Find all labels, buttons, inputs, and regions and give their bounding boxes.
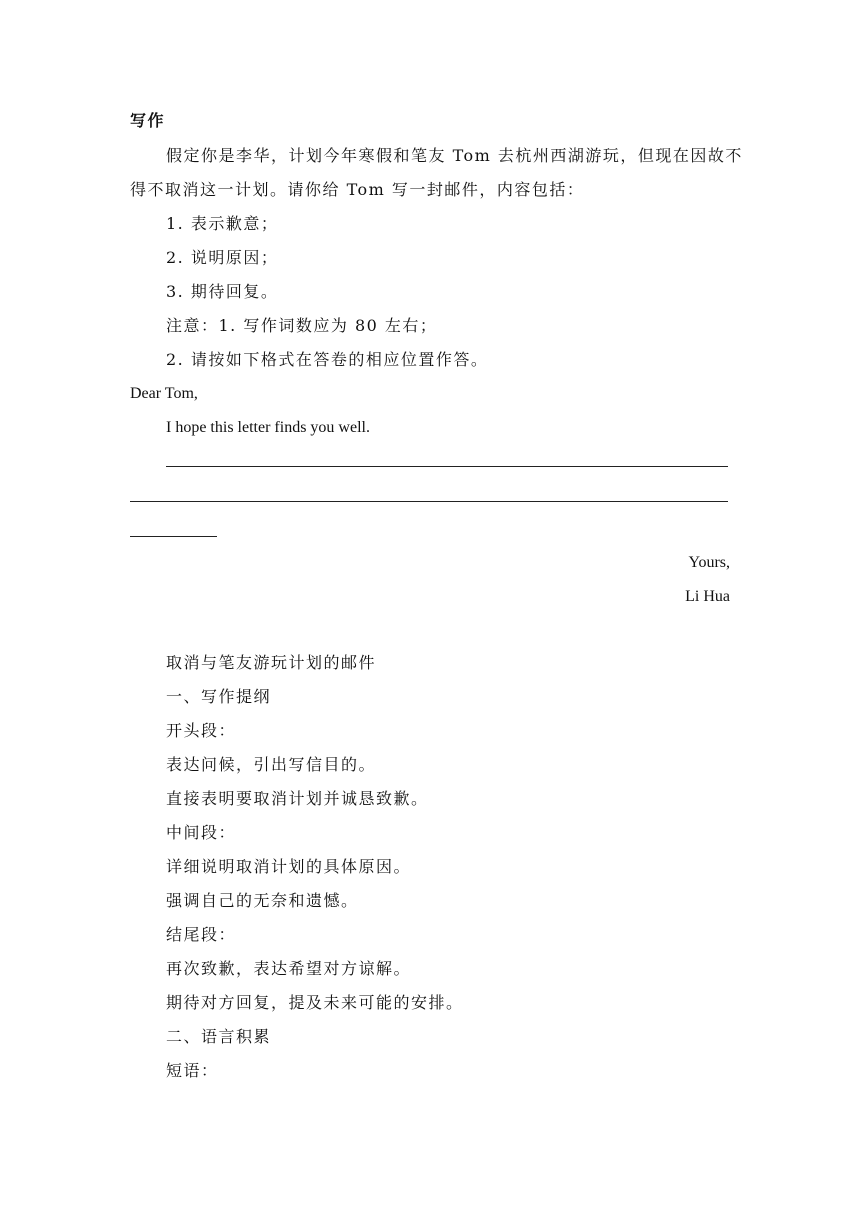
letter-opening: I hope this letter finds you well. xyxy=(166,419,370,436)
answer-line xyxy=(130,501,728,502)
section-heading-language: 二、语言积累 xyxy=(166,1027,272,1046)
prompt-line-2: 得不取消这一计划。请你给 Tom 写一封邮件，内容包括： xyxy=(130,180,585,199)
question-heading: 写作 xyxy=(130,111,166,130)
prompt-line-1: 假定你是李华，计划今年寒假和笔友 Tom 去杭州西湖游玩，但现在因故不 xyxy=(166,146,743,165)
letter-signature: Li Hua xyxy=(685,588,730,605)
answer-line xyxy=(130,536,217,537)
letter-salutation: Dear Tom, xyxy=(130,385,198,402)
outline-item: 再次致歉，表达希望对方谅解。 xyxy=(166,959,412,978)
paragraph-label-ending: 结尾段： xyxy=(166,925,237,944)
section-heading-outline: 一、写作提纲 xyxy=(166,687,272,706)
answer-line xyxy=(166,466,728,467)
outline-item: 期待对方回复，提及未来可能的安排。 xyxy=(166,993,464,1012)
outline-title: 取消与笔友游玩计划的邮件 xyxy=(166,653,377,672)
outline-item: 强调自己的无奈和遗憾。 xyxy=(166,891,359,910)
requirement-item: 1. 表示歉意； xyxy=(166,214,279,233)
paragraph-label-middle: 中间段： xyxy=(166,823,237,842)
requirement-item: 2. 说明原因； xyxy=(166,248,279,267)
note-line-1: 注意：1. 写作词数应为 80 左右； xyxy=(166,316,438,335)
note-line-2: 2. 请按如下格式在答卷的相应位置作答。 xyxy=(166,350,489,369)
requirement-item: 3. 期待回复。 xyxy=(166,282,279,301)
outline-item: 表达问候，引出写信目的。 xyxy=(166,755,377,774)
outline-item: 详细说明取消计划的具体原因。 xyxy=(166,857,412,876)
paragraph-label-opening: 开头段： xyxy=(166,721,237,740)
outline-item: 直接表明要取消计划并诚恳致歉。 xyxy=(166,789,429,808)
letter-closing: Yours, xyxy=(688,554,730,571)
phrases-label: 短语： xyxy=(166,1061,219,1080)
